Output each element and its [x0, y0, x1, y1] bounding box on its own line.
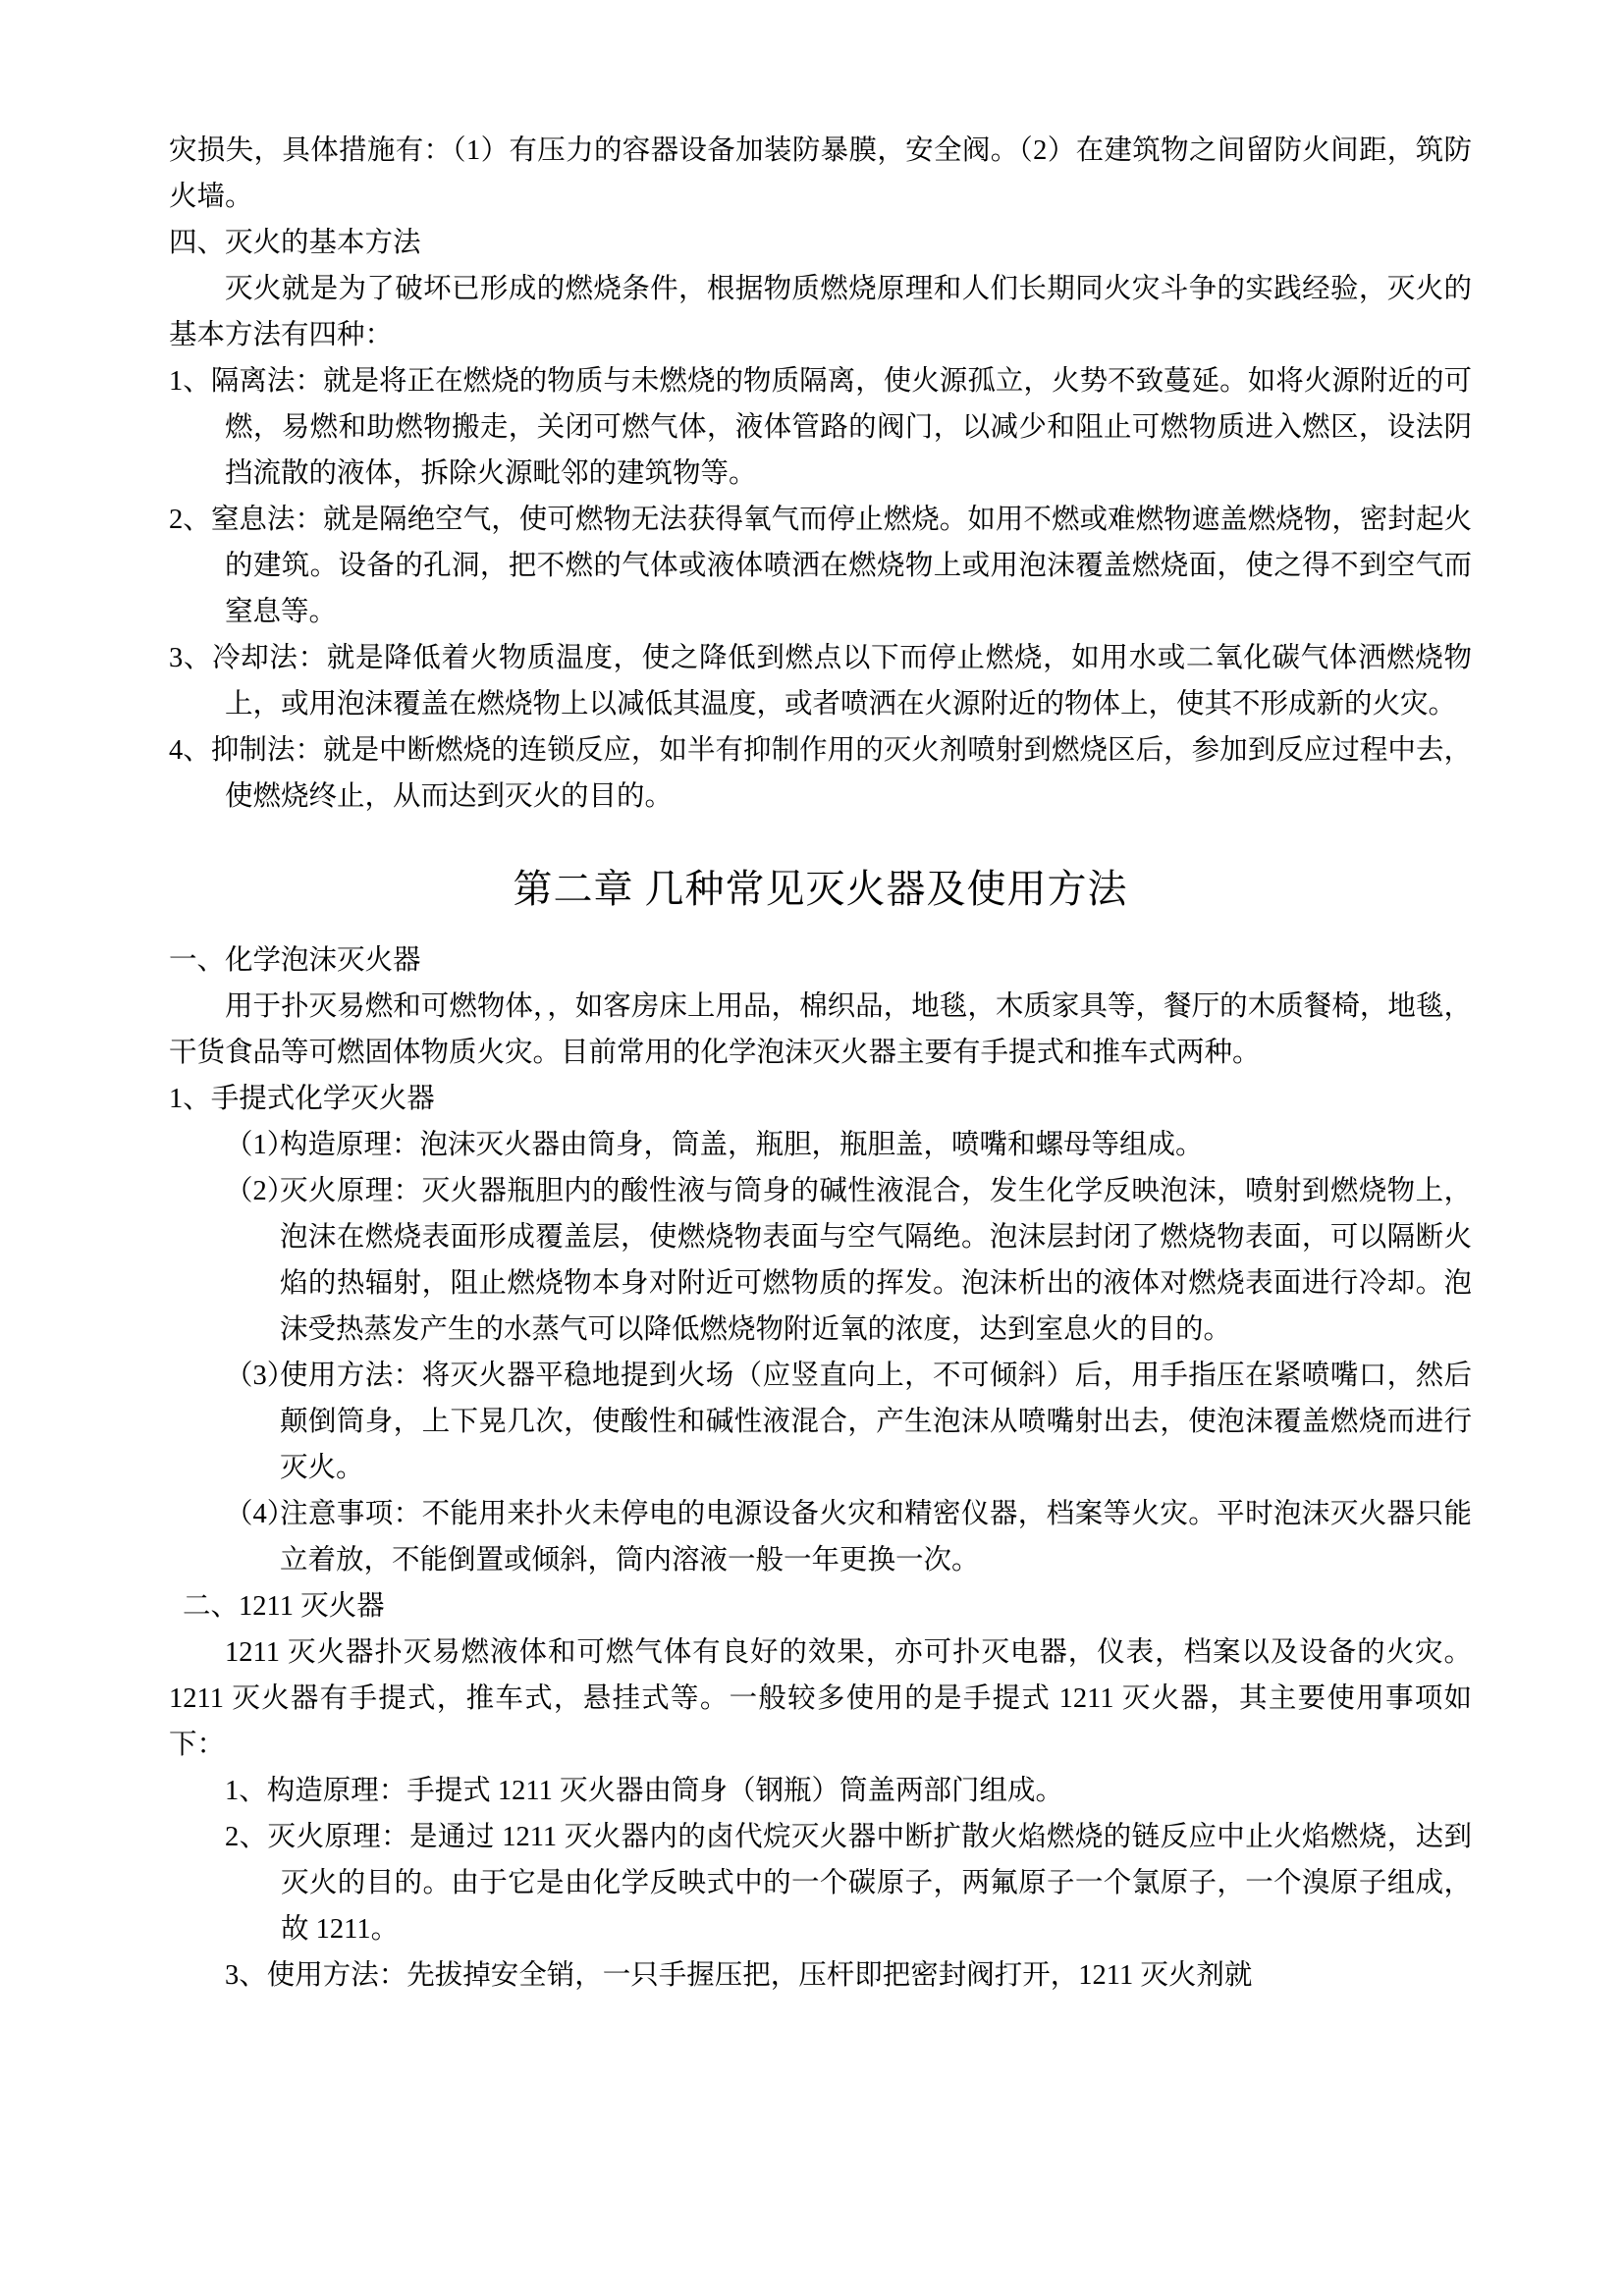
list-marker: 3、: [225, 1960, 267, 1991]
sub-list-marker: （4）: [225, 1499, 296, 1529]
chapter-title: 第二章 几种常见灭火器及使用方法: [513, 867, 1128, 911]
list-text: 抑制法：就是中断燃烧的连锁反应，如半有抑制作用的灭火剂喷射到燃烧区后，参加到反应过程中去，使燃烧终止，从而达到灭火的目的。: [210, 735, 1472, 812]
list-item: [169, 358, 1472, 497]
list-marker: 3、: [169, 643, 213, 673]
list-text: 使用方法：先拔掉安全销，一只手握压把，压杆即把密封阀打开，1211 灭火剂就: [266, 1960, 1253, 1991]
list-text: 构造原理：手提式 1211 灭火器由筒身（钢瓶）筒盖两部门组成。: [266, 1776, 1063, 1806]
section-two-intro: 1211 灭火器扑灭易燃液体和可燃气体有良好的效果，亦可扑灭电器，仪表，档案以及设备的火灾。1211 灭火器有手提式，推车式，悬挂式等。一般较多使用的是手提式 1211 灭火器，其主要使用事项如下：: [169, 1637, 1472, 1760]
list-text: 冷却法：就是降低着火物质温度，使之降低到燃点以下而停止燃烧，如用水或二氧化碳气体洒燃烧物上，或用泡沫覆盖在燃烧物上以减低其温度，或者喷洒在火源附近的物体上，使其不形成新的火灾。: [212, 643, 1472, 720]
document-body: [169, 128, 1472, 1999]
list-marker: 1、: [225, 1776, 267, 1806]
section-heading-four: 四、灭火的基本方法: [169, 228, 421, 258]
sub-list-marker: （3）: [225, 1361, 296, 1391]
list-item: [169, 727, 1472, 820]
list-marker: 2、: [225, 1822, 268, 1852]
section-four-intro: 灭火就是为了破坏已形成的燃烧条件，根据物质燃烧原理和人们长期同火灾斗争的实践经验，灭火的基本方法有四种：: [169, 274, 1472, 350]
vertical-spacer: [169, 920, 1472, 937]
vertical-spacer: [169, 820, 1472, 859]
list-text: 隔离法：就是将正在燃烧的物质与未燃烧的物质隔离，使火源孤立，火势不致蔓延。如将火源附近的可燃，易燃和助燃物搬走，关闭可燃气体，液体管路的阀门，以减少和阻止可燃物质进入燃区，设法阴挡流散的液体，拆除火源毗邻的建筑物等。: [210, 366, 1472, 489]
list-marker: 1、: [169, 366, 211, 397]
sub-list-item: [169, 1168, 1472, 1353]
continued-paragraph: 灾损失，具体措施有：（1）有压力的容器设备加装防暴膜，安全阀。（2）在建筑物之间留防火间距，筑防火墙。: [169, 135, 1472, 212]
list-item: [169, 1076, 1472, 1122]
sub-list-text: 灭火原理：灭火器瓶胆内的酸性液与筒身的碱性液混合，发生化学反映泡沫，喷射到燃烧物上，泡沫在燃烧表面形成覆盖层，使燃烧物表面与空气隔绝。泡沫层封闭了燃烧物表面，可以隔断火焰的热辐射，阻止燃烧物本身对附近可燃物质的挥发。泡沫析出的液体对燃烧表面进行冷却。泡沫受热蒸发产生的水蒸气可以降低燃烧物附近氧的浓度，达到室息火的目的。: [280, 1176, 1472, 1345]
list-item: [169, 497, 1472, 635]
list-item: [169, 1814, 1472, 1952]
list-text: 灭火原理：是通过 1211 灭火器内的卤代烷灭火器中断扩散火焰燃烧的链反应中止火焰燃烧，达到灭火的目的。由于它是由化学反映式中的一个碳原子，两氟原子一个氯原子，一个溴原子组成，故 1211。: [267, 1822, 1472, 1945]
list-marker: 4、: [169, 735, 211, 766]
sub-list-item: [169, 1122, 1472, 1168]
sub-list-text: 使用方法：将灭火器平稳地提到火场（应竖直向上，不可倾斜）后，用手指压在紧喷嘴口，然后颠倒筒身，上下晃几次，使酸性和碱性液混合，产生泡沫从喷嘴射出去，使泡沫覆盖燃烧而进行灭火。: [280, 1361, 1472, 1483]
list-text: 手提式化学灭火器: [210, 1084, 435, 1114]
list-item: [169, 1768, 1472, 1814]
section-one-intro: 用于扑灭易燃和可燃物体，，如客房床上用品，棉织品，地毯，木质家具等，餐厅的木质餐椅，地毯，干货食品等可燃固体物质火灾。目前常用的化学泡沫灭火器主要有手提式和推车式两种。: [169, 991, 1472, 1068]
list-item: [169, 1952, 1472, 1999]
section-heading-one: 一、化学泡沫灭火器: [169, 945, 421, 976]
sub-list-text: 构造原理：泡沫灭火器由筒身，筒盖，瓶胆，瓶胆盖，喷嘴和螺母等组成。: [280, 1130, 1204, 1160]
sub-list-text: 注意事项：不能用来扑火未停电的电源设备火灾和精密仪器，档案等火灾。平时泡沫灭火器只能立着放，不能倒置或倾斜，筒内溶液一般一年更换一次。: [280, 1499, 1472, 1575]
list-text: 窒息法：就是隔绝空气，使可燃物无法获得氧气而停止燃烧。如用不燃或难燃物遮盖燃烧物，密封起火的建筑。设备的孔洞，把不燃的气体或液体喷洒在燃烧物上或用泡沫覆盖燃烧面，使之得不到空气而窒息等。: [210, 505, 1472, 627]
list-marker: 2、: [169, 505, 211, 535]
sub-list-item: [169, 1353, 1472, 1491]
section-heading-two: 二、1211 灭火器: [183, 1591, 385, 1622]
list-item: [169, 635, 1472, 727]
sub-list-marker: （1）: [225, 1130, 296, 1160]
sub-list-marker: （2）: [225, 1176, 296, 1206]
list-marker: 1、: [169, 1084, 211, 1114]
sub-list-item: [169, 1491, 1472, 1583]
